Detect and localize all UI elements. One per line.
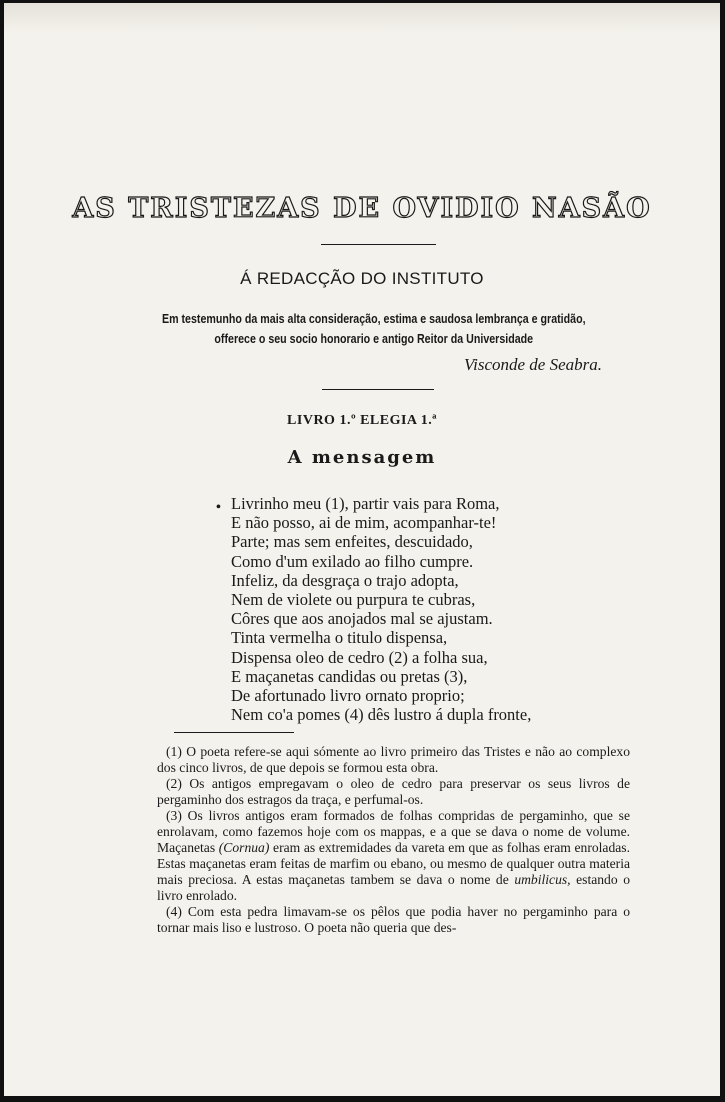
poem-line: De afortunado livro ornato proprio; — [231, 686, 465, 706]
footnote-divider — [174, 732, 294, 733]
poem-line: Côres que aos anojados mal se ajustam. — [231, 609, 493, 629]
book-heading: LIVRO 1.º ELEGIA 1.ª — [287, 413, 437, 428]
poem-line: E maçanetas candidas ou pretas (3), — [231, 666, 468, 686]
dedication-divider — [322, 389, 434, 390]
paper-stain — [4, 3, 720, 33]
footnote-2: (2) Os antigos empregavam o oleo de cedro para preservar os seus livros de pergaminho dos estragos da traça, e perfumal-os. — [157, 776, 630, 807]
poem-line: Livrinho meu (1), partir vais para Roma, — [231, 494, 500, 513]
footnote-3-part-b: eram as extremidades da vareta em que as folhas eram enroladas. Estas maçanetas eram feitas de marfim ou ebano, ou mesmo de qualquer outra materia mais preciosa. A estas maçanetas tambem se dava o nome de — [157, 840, 630, 887]
page-title: AS TRISTEZAS DE OVIDIO NASÃO — [72, 193, 652, 224]
footnote-3-cornua: (Cornua) — [218, 840, 270, 855]
dedication-heading: Á REDACÇÃO DO INSTITUTO — [240, 269, 484, 288]
dedication-line-1: Em testemunho da mais alta consideração, estima e saudosa lembrança e gratidão, — [161, 311, 586, 326]
footnotes — [157, 744, 630, 936]
footnote-4: (4) Com esta pedra limavam-se os pêlos que podia haver no pergaminho para o tornar mais liso e lustroso. O poeta não queria que des- — [157, 904, 630, 935]
footnote-3-part-a: (3) Os livros antigos eram formados de folhas compridas de pergaminho, que se enrolavam, como fazemos hoje com os mappas, e a que se dava o nome de volume. Maçanetas — [157, 808, 630, 855]
footnote-1: (1) O poeta refere-se aqui sómente ao livro primeiro das Tristes e não ao complexo dos cinco livros, de que depois se formou esta obra. — [157, 744, 630, 775]
footnote-3 — [157, 808, 630, 904]
poem-line: Nem co'a pomes (4) dês lustro á dupla fronte, — [231, 705, 532, 725]
poem-line: Como d'um exilado ao filho cumpre. — [231, 551, 474, 571]
poem-line: E não posso, ai de mim, acompanhar-te! — [231, 513, 497, 533]
poem-line: Nem de violete ou purpura te cubras, — [231, 590, 476, 610]
poem — [231, 494, 531, 724]
dedication-line-2: offerece o seu socio honorario e antigo Reitor da Universidade — [214, 331, 534, 346]
poem-line: Tinta vermelha o titulo dispensa, — [231, 628, 448, 648]
elegy-subtitle: A mensagem — [287, 447, 437, 468]
poem-line: Dispensa oleo de cedro (2) a folha sua, — [231, 647, 488, 667]
footnote-3-umbilicus: umbilicus, — [514, 872, 571, 887]
bullet-mark: • — [216, 500, 221, 515]
title-divider — [321, 244, 436, 245]
document-page — [4, 3, 720, 1096]
dedication-text — [154, 309, 594, 349]
poem-line: Parte; mas sem enfeites, descuidado, — [231, 532, 473, 552]
poem-line: Infeliz, da desgraça o trajo adopta, — [231, 570, 459, 590]
footnote-3-part-c: estando o livro enrolado. — [157, 872, 630, 903]
dedication-signature: Visconde de Seabra. — [463, 355, 602, 374]
